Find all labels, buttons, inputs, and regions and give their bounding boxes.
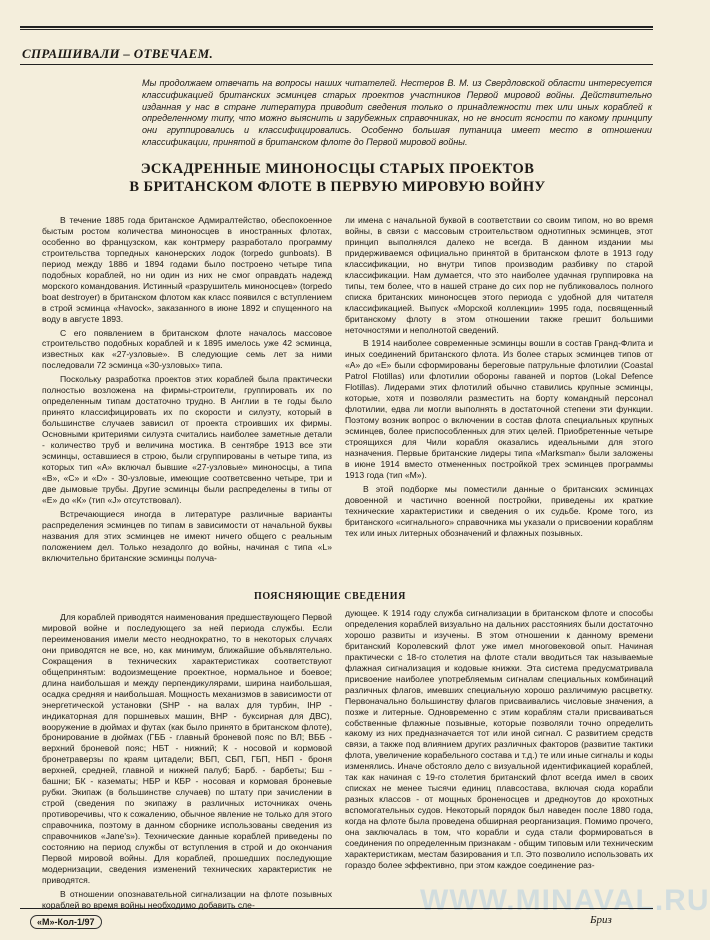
article-right-column <box>345 215 653 542</box>
paragraph: ли имена с начальной буквой в соответствии со своим типом, но во время войны, в связи с массовым строительством однотипных эсминцев, этот принцип выполнялся далеко не всегда. В данном издании мы придерживаемся официально принятой в британском флоте в 1913 году классификации, но внутри типов производим разбивку по старой классификации. Нам думается, что это наиболее удачная группировка на типы, тем более, что в нашей стране до сих пор не публиковалось полного списка британских миноносцев этого периода с удобной для читателя классификацией. Выпуск «Морской коллекции» 1995 года, посвященный британскому флоту в этом отношении также грешит большими неточностями и неполнотой сведений. <box>345 215 653 335</box>
paragraph: Для кораблей приводятся наименования предшествующего Первой мировой войне и последующего за ней периода службы. Если переименования имели место неоднократно, то в некоторых случаях они приводятся не все, но, как минимум, ближайшие объявлятельно. Сокращения в технических характеристиках соответствуют общепринятым: водоизмещение проектное, нормальное и боевое; длина наибольшая и между перпендикулярами, ширина наибольшая, осадка средняя и наибольшая. Мощность механизмов в зависимости от энергетической установки (SHP - на валах для турбин, IHP - индикаторная для поршневых машин, ВНР - буксирная для ДВС), вооружение в дюймах и футах (как было принято в британском флоте), бронирование в дюймах (ГББ - главный броневой пояс по ВЛ; ВББ - верхний броневой пояс; НБТ - нижний; К - носовой и кормовой бронетраверзы по краям цитадели; ВБП, СБП, ГБП, НБП - броня верхней, средней, главной и нижней палуб; Барб. - барбеты; Бш - башни; БК - казематы; НБР и КБР - носовая и кормовая броневые рубки. Экипаж (в большинстве случаев) по штату при зачислении в строй (сведения по экипажу в различных источниках очень противоречивы, что к сожалению, обычное явление не только для этого справочника, поэтому в данном сборнике использованы сведения из справочников «Jane's»). Технические данные кораблей приведены по состоянию на период службы от вступления в строй и до окончания Первой мировой войны. Для кораблей, прошедших последующие модернизации, сведения изменений технических характеристик не приводятся. <box>42 612 332 885</box>
paragraph: В этой подборке мы поместили данные о британских эсминцах довоенной и частично военной постройки, приведены их краткие технические характеристики и сведения о их судьбе. Кроме того, из британского «сигнального» справочника мы указали о присвоении кораблям тех или иных литерных обозначений и флажных позывных. <box>345 483 653 538</box>
top-rule-thin <box>20 29 653 30</box>
rubric-rule <box>20 64 653 65</box>
rubric-heading: СПРАШИВАЛИ – ОТВЕЧАЕМ. <box>22 46 214 61</box>
watermark: WWW.MINAVAL.RU <box>420 884 710 917</box>
paragraph: В 1914 наиболее современные эсминцы вошли в состав Гранд-Флита и иных соединений британского флота. Из более старых эсминцев типов от «А» до «Е» были сформированы береговые патрульные флотилии (Coastal Patrol Flotillas) или флотилии обороны гаваней и портов (Lokal Defence Flotillas). Лидерами этих флотилий обычно ставились крупные эсминцы, которые, хотя и позволяли разместить на борту командный персонал флотилии, едва ли могли выполнять в достаточной степени эти функции. Поэтому возник вопрос о включении в состав флота специальных крупных эсминцев, более приспособленных для этих целей. Приобретенные четыре строящихся для Чили корабля оказались идеальными для этого назначения. Первые британские лидеры типа «Marksman» были заложены в июне 1914 вместо отмененных постройкой трех эсминцев программы 1913 года (тип «М»). <box>345 338 653 480</box>
paragraph: Поскольку разработка проектов этих кораблей была практически полностью возложена на фирмы-строители, группировать их по определенным типам достаточно трудно. В Англии в те годы было принято классифицировать их по скорости и силуэту, который в большинстве случаев зависил от проекта строивших их фирмы. Основными критериями силуэта считались наиболее заметные детали - количество труб и величина мостика. В сентябре 1913 все эти эсминцы, оставшиеся в строю, были сгруппированы в четыре типа, из которых тип «А» включал бывшие «27-узловые» миноносцы, а типа «В», «С» и «D» - 30-узловые, имеющие соответсвенно четыре, три и две дымовые трубы. Другие эсминцы были распределены в типы от «Е» до «К» (тип «J» отсутствовал). <box>42 374 332 505</box>
notes-right-column <box>345 608 653 874</box>
footer-issue: «М»-Кол-1/97 <box>30 915 102 929</box>
paragraph: дующее. К 1914 году служба сигнализации в британском флоте и способы определения кораблей визуально на дальних расстояниях были достаточно хорошо развиты и изучены. В этом отношении к данному времени британский Королевский флот уже имел многовековой опыт. Начиная практически с 18-го столетия на флоте стали вводиться так называемые флажная сигнализация и кодовые книжки. Эта система предусматривала присвоение наиболее употребляемым сигналам специальных комбинаций различных флагов, имевших специальную хорошо различимую расцветку. Первоначально большинству флагов присваивались числовые значения, а позже и литерные. Одновременно с этим кораблям стали присваиваться собственные флажные позывные, которые позволяли точно определить какому из них предназначается тот или иной сигнал. С развитием средств связи, а также под влиянием других различных факторов (развитие тактики флота, увеличение корабельного состава и т.д.) те или иные сигналы и коды изменялись. Иначе обстояло дело с визуальной идентификацией кораблей, так как начиная с 19-го столетия британский флот всегда имел в своих списках не менее тысячи единиц плавсостава, включая сюда корабли разных классов - от мощных броненосцев и дредноутов до крохотных вспомогательных судов. Некоторый порядок был наведен после 1880 года, когда на флоте была проведена обширная реорганизация. Помимо прочего, она заключалась в том, что корабли и суда стали формироваться в соединения по определенным признакам - общим типовым или техническим характеристикам, местам базирования и т.п. Это позволило использовать их гораздо более эффективно, при этом каждое соединение раз- <box>345 608 653 870</box>
footer-publisher: Бриз <box>590 914 612 926</box>
footer-rule <box>20 908 653 909</box>
section-subheading: ПОЯСНЯЮЩИЕ СВЕДЕНИЯ <box>254 591 406 602</box>
top-rule <box>20 26 653 28</box>
article-title <box>40 160 635 196</box>
article-left-column <box>42 215 332 567</box>
title-line-2: В БРИТАНСКОМ ФЛОТЕ В ПЕРВУЮ МИРОВУЮ ВОЙНУ <box>129 179 546 195</box>
intro-paragraph: Мы продолжаем отвечать на вопросы наших читателей. Нестеров В. М. из Свердловской области интересуется классификацией британских эсминцев старых проектов участников Первой мировой войны. Действительно изданная у нас в стране литература приводит сведения только о принадлежности тех или иных кораблей к определенному типу, что можно выяснить и зарубежных справочниках, но не вносит ясности по какому принципу они группировались и классифицировались. Особенно большая путаница имеет место в отношении классификации, принятой в британском флоте до Первой мировой войны. <box>142 78 652 147</box>
paragraph: В отношении опознавательной сигнализации на флоте позывных кораблей во время войны необходимо добавить сле- <box>42 888 332 910</box>
title-line-1: ЭСКАДРЕННЫЕ МИНОНОСЦЫ СТАРЫХ ПРОЕКТОВ <box>140 161 535 177</box>
paragraph: С его появлением в британском флоте началось массовое строительство подобных кораблей и к 1895 имелось уже 42 эсминца, известных как «27-узловые». В следующие семь лет за ними последовали 72 эсминца «30-узловых» типа. <box>42 327 332 371</box>
notes-left-column <box>42 612 332 914</box>
paragraph: В течение 1885 года британское Адмиралтейство, обеспокоенное быстым ростом количества миноносцев в иностранных флотах, особенно во французском, как контрмеру разработало программу строительства торпедных канонерских лодок (torpedo gunboats). В период между 1886 и 1894 годами было построено четыре типа подобных кораблей, но ни один из них не смог оправдать надежд морского командования. Истинный «разрушитель миноносцев» (torpedo boat destroyer) в британском флотом как класс появился с вступлением в строй эсминца «Havock», заказанного в июне 1892 и спущенного на воду в августе 1893. <box>42 215 332 324</box>
paragraph: Встречающиеся иногда в литературе различные варианты распределения эсминцев по типам в зависимости от начальной буквы названия для этих эсминцев не имеют ничего общего с реальным положением дел. Только незадолго до войны, начиная с типа «L» включительно британские эсминцы получа- <box>42 508 332 563</box>
